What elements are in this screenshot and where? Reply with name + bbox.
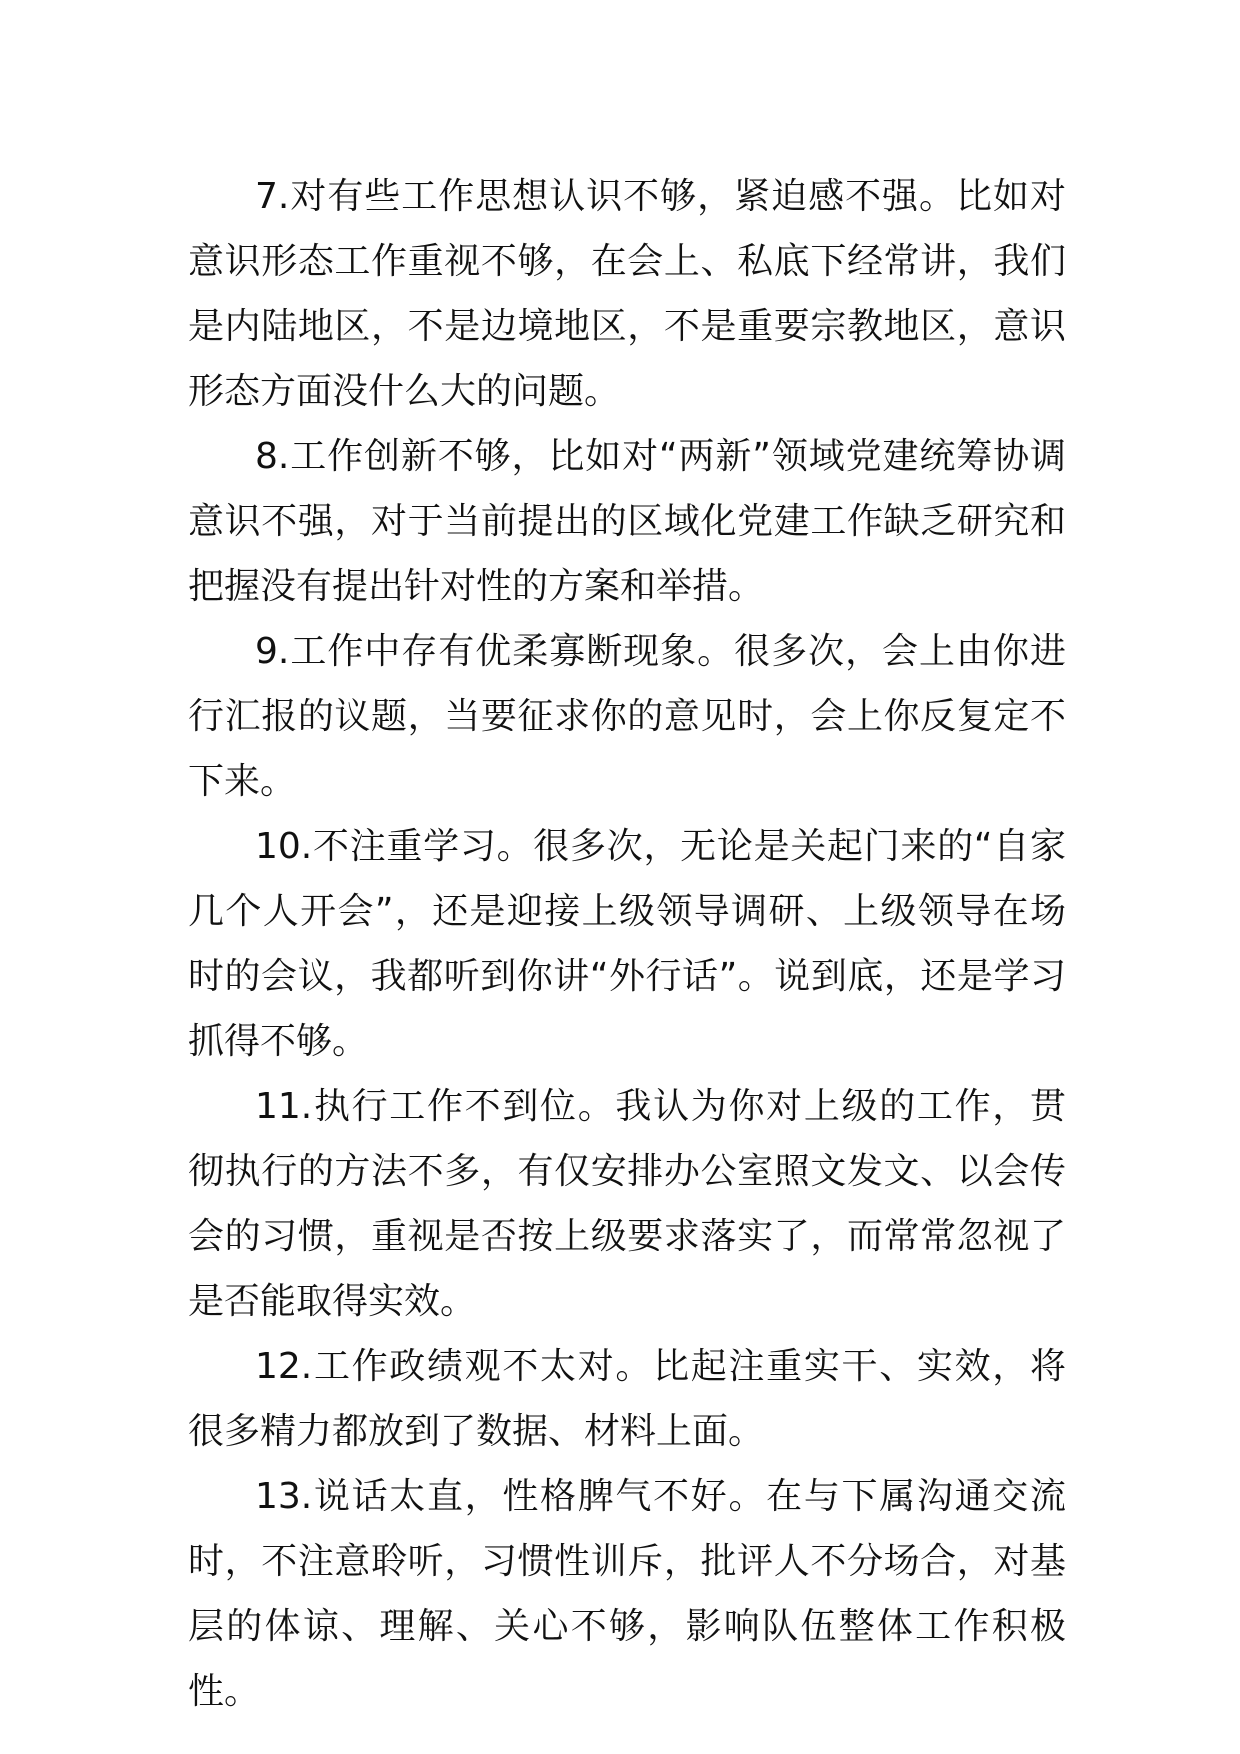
paragraph-13: 13.说话太直，性格脾气不好。在与下属沟通交流时，不注意聆听，习惯性训斥，批评人不分场合，对基层的体谅、理解、关心不够，影响队伍整体工作积极性。 — [188, 1476, 1066, 1712]
paragraph-11: 11.执行工作不到位。我认为你对上级的工作，贯彻执行的方法不多，有仅安排办公室照文发文、以会传会的习惯，重视是否按上级要求落实了，而常常忽视了是否能取得实效。 — [188, 1086, 1066, 1322]
paragraph-7: 7.对有些工作思想认识不够，紧迫感不强。比如对意识形态工作重视不够，在会上、私底下经常讲，我们是内陆地区，不是边境地区，不是重要宗教地区，意识形态方面没什么大的问题。 — [188, 176, 1066, 412]
body-text — [188, 164, 1066, 1724]
paragraph-10: 10.不注重学习。很多次，无论是关起门来的“自家几个人开会”，还是迎接上级领导调研、上级领导在场时的会议，我都听到你讲“外行话”。说到底，还是学习抓得不够。 — [188, 826, 1066, 1062]
paragraph-9: 9.工作中存有优柔寡断现象。很多次，会上由你进行汇报的议题，当要征求你的意见时，会上你反复定不下来。 — [188, 631, 1066, 802]
paragraph-8: 8.工作创新不够，比如对“两新”领域党建统筹协调意识不强，对于当前提出的区域化党建工作缺乏研究和把握没有提出针对性的方案和举措。 — [188, 436, 1066, 607]
paragraph-12: 12.工作政绩观不太对。比起注重实干、实效，将很多精力都放到了数据、材料上面。 — [188, 1346, 1066, 1452]
